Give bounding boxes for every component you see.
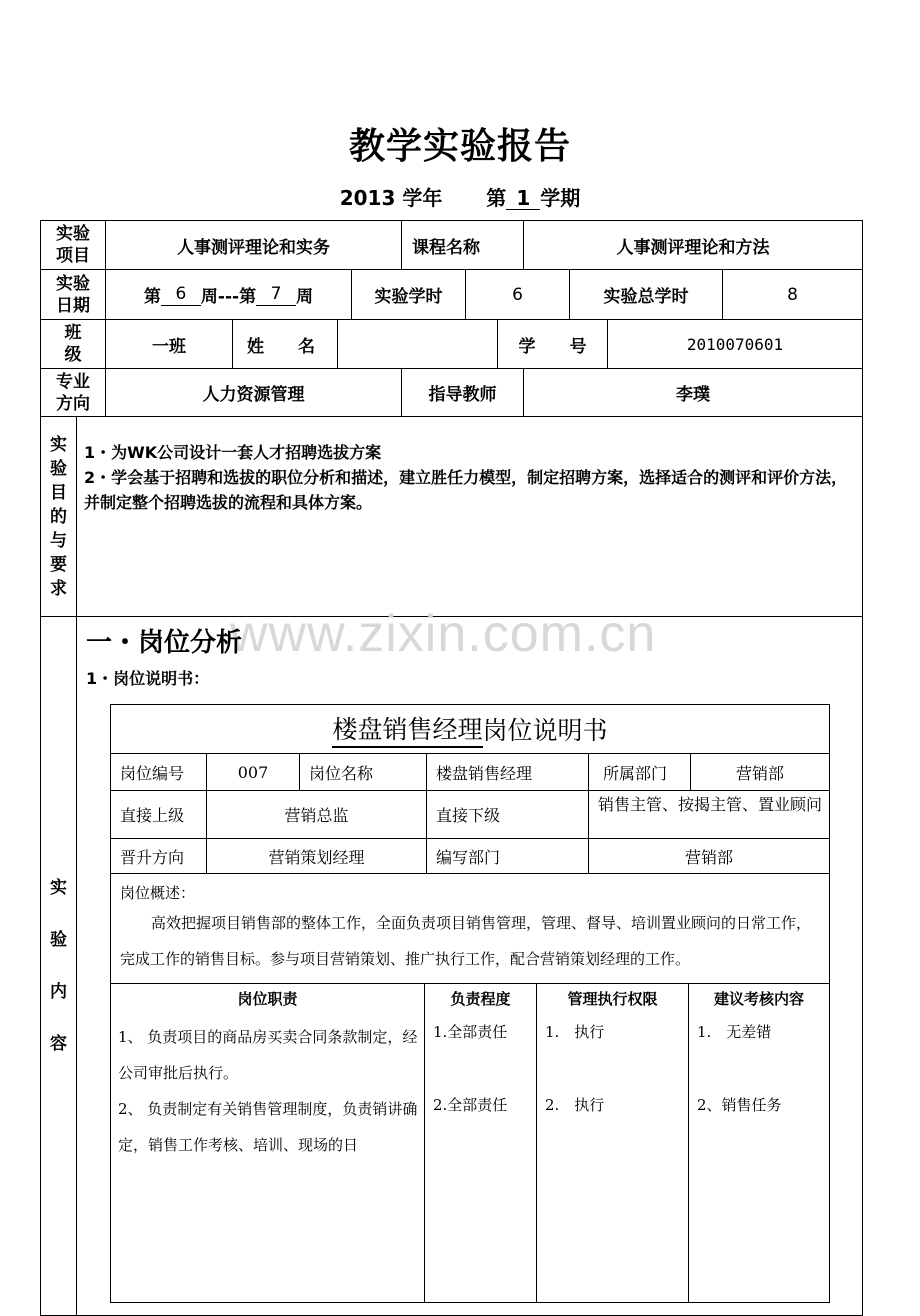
eval-row-2: 2、销售任务 xyxy=(697,1096,782,1114)
col-auth: 管理执行权限 xyxy=(567,990,658,1008)
purpose-text xyxy=(84,440,858,515)
auth-row-2: 2. 执行 xyxy=(545,1096,605,1114)
class-value-cell xyxy=(105,319,233,369)
teacher-value: 李璞 xyxy=(676,385,710,405)
subordinate-label-cell xyxy=(426,790,589,839)
promotion-label: 晋升方向 xyxy=(120,847,185,867)
purpose-line-1: 1・为WK公司设计一套人才招聘选拔方案 xyxy=(84,443,382,462)
job-dept-label: 所属部门 xyxy=(603,763,668,783)
date-label: 实验日期 xyxy=(56,273,90,316)
teacher-value-cell xyxy=(523,368,863,417)
resp-row-1: 1.全部责任 xyxy=(433,1023,508,1041)
author-label: 编写部门 xyxy=(436,847,501,867)
job-no-label: 岗位编号 xyxy=(120,763,185,783)
superior-value-cell xyxy=(206,790,427,839)
subtitle-term-suffix: 学期 xyxy=(540,186,581,210)
date-label-cell xyxy=(40,269,106,320)
hours-label: 实验学时 xyxy=(374,287,443,307)
course-value-cell xyxy=(523,220,863,270)
promotion-value-cell xyxy=(206,838,427,874)
id-value-cell xyxy=(607,319,863,369)
total-hours-value: 8 xyxy=(787,284,798,305)
date-w1: 第 xyxy=(143,287,161,307)
overview-cell xyxy=(110,873,830,984)
author-value: 营销部 xyxy=(684,847,733,867)
date-value-cell xyxy=(105,269,352,320)
name-label-cell xyxy=(232,319,338,369)
job-title-cell xyxy=(110,704,830,754)
subtitle-term-prefix: 第 xyxy=(486,186,507,210)
project-label-cell xyxy=(40,220,106,270)
job-title-underlined: 楼盘销售经理 xyxy=(332,710,482,748)
purpose-label-cell xyxy=(40,416,77,617)
job-name-label-cell xyxy=(299,753,427,791)
content-label-cell xyxy=(40,616,77,1316)
report-title: 教学实验报告 xyxy=(348,126,571,167)
date-w1-value: 6 xyxy=(161,283,201,306)
superior-label-cell xyxy=(110,790,207,839)
major-value-cell xyxy=(105,368,402,417)
subordinate-label: 直接下级 xyxy=(436,806,501,825)
duty-row-2: 2、 负责制定有关销售管理制度，负责销讲确定，销售工作考核、培训、现场的日 xyxy=(118,1100,418,1154)
class-value: 一班 xyxy=(152,336,186,357)
job-dept-value: 营销部 xyxy=(735,763,784,783)
job-name-label: 岗位名称 xyxy=(309,763,374,783)
major-label-cell xyxy=(40,368,106,417)
hours-value-cell xyxy=(465,269,570,320)
name-label: 姓 名 xyxy=(247,336,315,357)
purpose-label: 实验目的与要求 xyxy=(50,434,67,599)
subtitle-year: 2013 xyxy=(339,186,396,210)
date-w2-value: 7 xyxy=(256,283,296,306)
col-resp: 负责程度 xyxy=(450,990,511,1008)
id-label-cell xyxy=(497,319,608,369)
class-label: 班级 xyxy=(64,323,82,365)
hours-value: 6 xyxy=(512,284,523,305)
job-dept-value-cell xyxy=(690,753,830,791)
job-name-value-cell xyxy=(426,753,589,791)
job-title-rest: 岗位说明书 xyxy=(482,716,608,745)
course-value: 人事测评理论和方法 xyxy=(616,237,770,258)
job-no-value-cell xyxy=(206,753,300,791)
hours-label-cell xyxy=(351,269,466,320)
course-label: 课程名称 xyxy=(412,237,480,258)
subtitle-year-label: 学年 xyxy=(402,186,443,210)
subordinate-value: 销售主管、按揭主管、置业顾问 xyxy=(598,795,823,814)
id-label: 学 号 xyxy=(518,336,587,357)
job-no-label-cell xyxy=(110,753,207,791)
overview-text: 高效把握项目销售部的整体工作，全面负责项目销售管理，管理、督导、培训置业顾问的日常工作，完成工作的销售目标。参与项目营销策划、推广执行工作，配合营销策划经理的工作。 xyxy=(120,914,812,968)
report-subtitle xyxy=(0,182,920,211)
project-value: 人事测评理论和实务 xyxy=(177,237,330,258)
author-value-cell xyxy=(588,838,830,874)
job-no-value: 007 xyxy=(237,762,269,782)
section-heading: 一・岗位分析 xyxy=(86,628,243,658)
duty-row-1: 1、 负责项目的商品房买卖合同条款制定，经公司审批后执行。 xyxy=(118,1028,418,1082)
teacher-label-cell xyxy=(401,368,524,417)
class-label-cell xyxy=(40,319,106,369)
job-name-value: 楼盘销售经理 xyxy=(436,763,533,783)
subordinate-value-cell xyxy=(588,790,830,839)
author-label-cell xyxy=(426,838,589,874)
superior-value: 营销总监 xyxy=(284,806,349,825)
col-eval: 建议考核内容 xyxy=(713,990,804,1008)
watermark: www.zixin.com.cn xyxy=(230,605,657,663)
major-value: 人力资源管理 xyxy=(202,385,305,405)
total-hours-value-cell xyxy=(722,269,863,320)
project-label: 实验项目 xyxy=(56,224,90,266)
major-label: 专业方向 xyxy=(56,371,90,414)
col-duty: 岗位职责 xyxy=(237,990,298,1008)
overview-label: 岗位概述： xyxy=(120,884,196,902)
course-label-cell xyxy=(401,220,524,270)
job-dept-label-cell xyxy=(588,753,691,791)
total-hours-label-cell xyxy=(569,269,723,320)
promotion-label-cell xyxy=(110,838,207,874)
total-hours-label: 实验总学时 xyxy=(603,287,689,307)
content-label: 实验内容 xyxy=(50,878,67,1054)
auth-row-1: 1. 执行 xyxy=(545,1023,605,1041)
date-mid: 周---第 xyxy=(200,287,257,307)
subtitle-term-value: 1 xyxy=(506,187,540,210)
superior-label: 直接上级 xyxy=(120,806,185,825)
eval-row-1: 1. 无差错 xyxy=(697,1023,772,1041)
id-value: 2010070601 xyxy=(686,334,784,354)
project-value-cell xyxy=(105,220,402,270)
purpose-line-2: 2・学会基于招聘和选拔的职位分析和描述，建立胜任力模型，制定招聘方案，选择适合的测评和评价方法，并制定整个招聘选拔的流程和具体方案。 xyxy=(84,468,848,512)
name-value-cell xyxy=(337,319,498,369)
promotion-value: 营销策划经理 xyxy=(268,847,365,867)
teacher-label: 指导教师 xyxy=(428,385,497,405)
date-end: 周 xyxy=(296,287,314,307)
resp-row-2: 2.全部责任 xyxy=(433,1096,508,1114)
section-subheading: 1・岗位说明书： xyxy=(86,669,210,688)
